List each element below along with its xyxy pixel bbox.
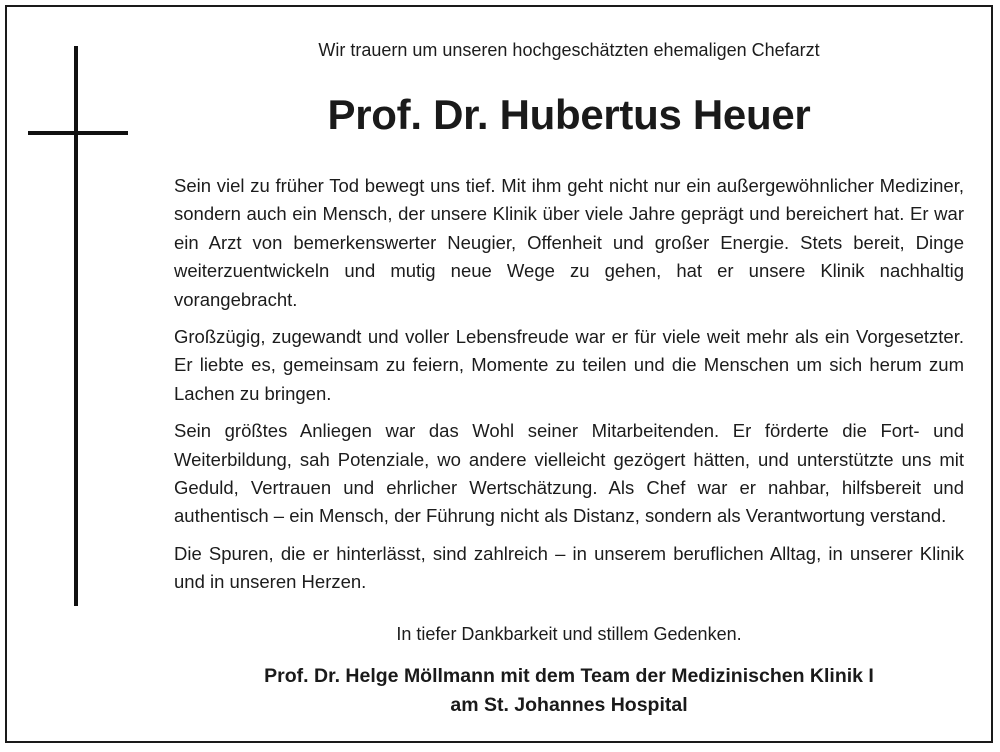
tribute-paragraph: Sein größtes Anliegen war das Wohl seiner Mitarbeitenden. Er förderte die Fort- und Weiterbildung, sah Potenziale, wo andere vielleicht gezögert hätten, und unterstützte uns mit Geduld, Vertrauen und ehrlicher Wertschätzung. Als Chef war er nahbar, hilfsbereit und authentisch – ein Mensch, der Führung nicht als Distanz, sondern als Verantwortung verstand. [174, 420, 964, 527]
signature-line: Prof. Dr. Helge Möllmann mit dem Team der Medizinischen Klinik I [264, 665, 874, 687]
closing-line: In tiefer Dankbarkeit und stillem Gedenken. [396, 624, 742, 644]
tribute-paragraph: Großzügig, zugewandt und voller Lebensfreude war er für viele weit mehr als ein Vorgesetzter. Er liebte es, gemeinsam zu feiern, Momente zu teilen und die Menschen um sich herum zum Lachen zu bringen. [174, 326, 964, 404]
cross-vertical-bar [74, 46, 78, 606]
signature-line: am St. Johannes Hospital [450, 694, 688, 716]
intro-line: Wir trauern um unseren hochgeschätzten ehemaligen Chefarzt [318, 40, 820, 60]
signature-block [174, 662, 964, 720]
tribute-paragraph: Sein viel zu früher Tod bewegt uns tief. Mit ihm geht nicht nur ein außergewöhnlicher Mediziner, sondern auch ein Mensch, der unsere Klinik über viele Jahre geprägt und bereichert hat. Er war ein Arzt von bemerkenswerter Neugier, Offenheit und großer Energie. Stets bereit, Dinge weiterzuentwickeln und mutig neue Wege zu gehen, hat er unsere Klinik nachhaltig vorangebracht. [174, 175, 964, 310]
deceased-name: Prof. Dr. Hubertus Heuer [327, 91, 811, 138]
tribute-text [174, 172, 964, 606]
tribute-paragraph: Die Spuren, die er hinterlässt, sind zahlreich – in unserem beruflichen Alltag, in unserer Klinik und in unseren Herzen. [174, 542, 964, 593]
cross-horizontal-bar [28, 131, 128, 135]
